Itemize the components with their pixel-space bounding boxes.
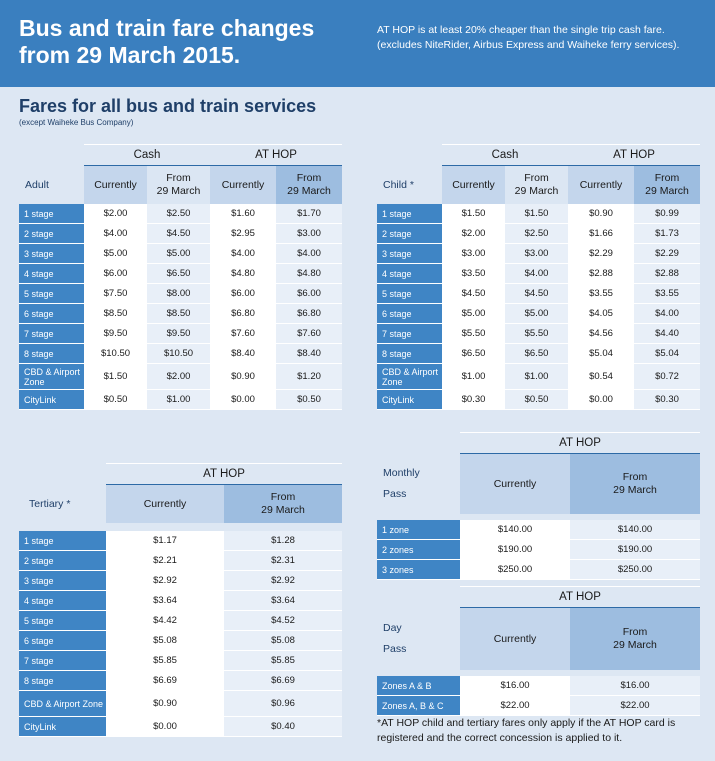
tertiary-asterisk: *	[66, 497, 71, 510]
fare-cell-hop-curr: $2.92	[106, 571, 224, 591]
from-line1: From	[166, 172, 191, 184]
fare-cell-cash-curr: $8.50	[84, 304, 147, 324]
table-row	[377, 204, 700, 224]
spacer	[19, 523, 342, 531]
fare-cell-hop-from: $22.00	[570, 696, 700, 716]
fare-cell-hop-from: $0.99	[634, 204, 700, 224]
fare-cell-hop-curr: $5.04	[568, 344, 634, 364]
athop-group-header: AT HOP	[460, 432, 700, 454]
fare-cell-hop-from: $0.40	[224, 717, 342, 737]
fare-cell-cash-from: $1.50	[505, 204, 568, 224]
table-row	[377, 324, 700, 344]
fare-cell-cash-curr: $2.00	[84, 204, 147, 224]
day-rows	[377, 676, 700, 716]
fare-cell-hop-curr: $190.00	[460, 540, 570, 560]
tertiary-title-text: Tertiary	[29, 497, 64, 510]
monthly-title-line2: Pass	[383, 488, 407, 500]
fare-cell-hop-from: $0.72	[634, 364, 700, 390]
table-row	[377, 364, 700, 390]
fare-cell-hop-curr: $3.55	[568, 284, 634, 304]
athop-from-header	[224, 485, 342, 523]
day-corner	[377, 586, 460, 608]
fare-cell-cash-from: $8.00	[147, 284, 210, 304]
monthly-corner	[377, 432, 460, 454]
row-label: 8 stage	[19, 671, 106, 691]
adult-fare-table	[19, 144, 342, 410]
row-label: 5 stage	[377, 284, 442, 304]
row-label: CityLink	[19, 390, 84, 410]
fare-cell-cash-from: $5.50	[505, 324, 568, 344]
row-label: 6 stage	[377, 304, 442, 324]
fare-cell-hop-from: $190.00	[570, 540, 700, 560]
table-row	[19, 571, 342, 591]
row-label: 5 stage	[19, 284, 84, 304]
fare-cell-hop-curr: $4.80	[210, 264, 276, 284]
fare-cell-cash-curr: $10.50	[84, 344, 147, 364]
table-row	[19, 244, 342, 264]
fare-cell-hop-from: $2.88	[634, 264, 700, 284]
from-line2: 29 March	[514, 185, 559, 197]
fare-cell-cash-from: $4.50	[147, 224, 210, 244]
day-title-line1: Day	[383, 622, 402, 634]
fare-cell-hop-from: $6.69	[224, 671, 342, 691]
from-line2: 29 March	[613, 639, 657, 651]
table-row	[377, 284, 700, 304]
monthly-rows	[377, 520, 700, 580]
child-corner	[377, 144, 442, 166]
fare-cell-hop-from: $0.30	[634, 390, 700, 410]
fare-cell-cash-curr: $5.50	[442, 324, 505, 344]
row-label: 4 stage	[19, 591, 106, 611]
fare-cell-cash-curr: $1.50	[442, 204, 505, 224]
fare-cell-hop-curr: $22.00	[460, 696, 570, 716]
row-label: 2 stage	[19, 551, 106, 571]
fare-cell-cash-curr: $5.00	[442, 304, 505, 324]
cash-from-header	[147, 166, 210, 204]
from-line1: From	[524, 172, 549, 184]
athop-currently-header: Currently	[568, 166, 634, 204]
row-label: 6 stage	[19, 304, 84, 324]
row-label: 2 zones	[377, 540, 460, 560]
fare-cell-hop-from: $4.40	[634, 324, 700, 344]
table-row	[19, 717, 342, 737]
fare-cell-cash-from: $2.00	[147, 364, 210, 390]
fare-cell-cash-curr: $0.30	[442, 390, 505, 410]
fare-cell-hop-from: $6.80	[276, 304, 342, 324]
table-row	[19, 591, 342, 611]
table-row	[377, 520, 700, 540]
athop-from-header	[570, 608, 700, 670]
fare-cell-hop-from: $5.08	[224, 631, 342, 651]
day-title	[377, 608, 460, 670]
fare-cell-cash-from: $5.00	[505, 304, 568, 324]
tertiary-corner	[19, 463, 106, 485]
table-row	[377, 264, 700, 284]
cash-group-header: Cash	[442, 144, 568, 166]
athop-currently-header: Currently	[460, 454, 570, 514]
row-label: Zones A, B & C	[377, 696, 460, 716]
table-row	[19, 671, 342, 691]
fare-cell-hop-curr: $2.88	[568, 264, 634, 284]
row-label: 1 stage	[377, 204, 442, 224]
athop-from-header	[570, 454, 700, 514]
fare-cell-hop-from: $1.70	[276, 204, 342, 224]
fare-cell-hop-from: $8.40	[276, 344, 342, 364]
fare-cell-hop-from: $3.64	[224, 591, 342, 611]
day-pass-table	[377, 586, 700, 716]
athop-group-header: AT HOP	[568, 144, 700, 166]
fare-cell-cash-curr: $7.50	[84, 284, 147, 304]
fare-cell-hop-curr: $6.69	[106, 671, 224, 691]
table-row	[19, 611, 342, 631]
fare-cell-cash-from: $6.50	[505, 344, 568, 364]
from-line2: 29 March	[287, 185, 331, 197]
fare-cell-cash-curr: $3.50	[442, 264, 505, 284]
section-subtitle: (except Waiheke Bus Company)	[19, 118, 134, 127]
athop-group-header: AT HOP	[210, 144, 342, 166]
fare-cell-hop-from: $5.85	[224, 651, 342, 671]
row-label: CityLink	[19, 717, 106, 737]
fare-cell-hop-from: $2.31	[224, 551, 342, 571]
cash-group-header: Cash	[84, 144, 210, 166]
row-label: 6 stage	[19, 631, 106, 651]
fare-cell-hop-curr: $0.00	[106, 717, 224, 737]
fare-cell-hop-curr: $0.90	[568, 204, 634, 224]
fare-cell-cash-curr: $9.50	[84, 324, 147, 344]
fare-cell-hop-curr: $1.60	[210, 204, 276, 224]
fare-cell-hop-curr: $4.56	[568, 324, 634, 344]
row-label: 1 stage	[19, 204, 84, 224]
fare-cell-hop-from: $3.00	[276, 224, 342, 244]
row-label: 4 stage	[377, 264, 442, 284]
fare-cell-hop-from: $1.28	[224, 531, 342, 551]
row-label: 3 stage	[19, 571, 106, 591]
adult-title: Adult	[25, 178, 49, 191]
row-label: Zones A & B	[377, 676, 460, 696]
page-title: Bus and train fare changes from 29 March 2015.	[19, 15, 315, 68]
fare-cell-hop-curr: $0.90	[106, 691, 224, 717]
footnote: *AT HOP child and tertiary fares only apply if the AT HOP card is registered and the correct concession is applied to it.	[377, 717, 676, 744]
fare-cell-hop-from: $2.92	[224, 571, 342, 591]
row-label: 8 stage	[377, 344, 442, 364]
table-row	[377, 390, 700, 410]
fare-cell-cash-from: $1.00	[505, 364, 568, 390]
fare-cell-hop-curr: $0.90	[210, 364, 276, 390]
from-line1: From	[622, 626, 648, 638]
tertiary-fare-table	[19, 463, 342, 737]
fare-cell-hop-from: $0.96	[224, 691, 342, 717]
table-row	[19, 204, 342, 224]
fare-cell-hop-curr: $0.00	[568, 390, 634, 410]
fare-cell-hop-curr: $4.42	[106, 611, 224, 631]
header-note: AT HOP is at least 20% cheaper than the single trip cash fare. (excludes NiteRider, Airbus Express and Waiheke ferry services).	[377, 24, 680, 51]
monthly-title-line1: Monthly	[383, 467, 420, 479]
row-label: CBD & Airport Zone	[19, 691, 106, 717]
table-row	[377, 540, 700, 560]
table-row	[377, 344, 700, 364]
child-rows	[377, 204, 700, 410]
fare-cell-cash-curr: $2.00	[442, 224, 505, 244]
fare-cell-hop-from: $4.00	[276, 244, 342, 264]
fare-cell-hop-from: $6.00	[276, 284, 342, 304]
row-label: CBD & Airport Zone	[19, 364, 84, 390]
fare-cell-hop-curr: $3.64	[106, 591, 224, 611]
table-row	[19, 344, 342, 364]
row-label: 7 stage	[19, 324, 84, 344]
athop-currently-header: Currently	[210, 166, 276, 204]
athop-group-header: AT HOP	[460, 586, 700, 608]
table-row	[377, 304, 700, 324]
fare-cell-hop-curr: $250.00	[460, 560, 570, 580]
fare-cell-hop-curr: $8.40	[210, 344, 276, 364]
table-row	[19, 551, 342, 571]
table-row	[19, 304, 342, 324]
fare-cell-hop-curr: $5.08	[106, 631, 224, 651]
fare-cell-cash-curr: $1.00	[442, 364, 505, 390]
athop-group-header: AT HOP	[106, 463, 342, 485]
fare-cell-cash-curr: $3.00	[442, 244, 505, 264]
fare-cell-cash-from: $5.00	[147, 244, 210, 264]
header-banner	[0, 0, 715, 87]
row-label: 2 stage	[377, 224, 442, 244]
row-label: 7 stage	[377, 324, 442, 344]
fare-cell-hop-curr: $2.29	[568, 244, 634, 264]
athop-from-header	[276, 166, 342, 204]
cash-currently-header: Currently	[442, 166, 505, 204]
fare-cell-hop-from: $0.50	[276, 390, 342, 410]
fare-cell-hop-curr: $140.00	[460, 520, 570, 540]
fare-cell-cash-from: $8.50	[147, 304, 210, 324]
row-label: 3 stage	[377, 244, 442, 264]
fare-cell-cash-from: $9.50	[147, 324, 210, 344]
fare-cell-hop-from: $4.52	[224, 611, 342, 631]
adult-rows	[19, 204, 342, 410]
fare-cell-hop-curr: $6.80	[210, 304, 276, 324]
monthly-pass-table	[377, 432, 700, 580]
table-row	[19, 531, 342, 551]
fare-cell-hop-curr: $4.00	[210, 244, 276, 264]
row-label: 7 stage	[19, 651, 106, 671]
tertiary-title	[19, 485, 106, 523]
fare-cell-hop-curr: $6.00	[210, 284, 276, 304]
table-row	[19, 691, 342, 717]
fare-cell-hop-from: $1.73	[634, 224, 700, 244]
row-label: 4 stage	[19, 264, 84, 284]
table-row	[19, 224, 342, 244]
child-title	[377, 166, 442, 204]
fare-cell-hop-from: $250.00	[570, 560, 700, 580]
table-row	[377, 696, 700, 716]
cash-currently-header: Currently	[84, 166, 147, 204]
cash-from-header	[505, 166, 568, 204]
fare-cell-cash-from: $2.50	[147, 204, 210, 224]
fare-cell-hop-curr: $16.00	[460, 676, 570, 696]
fare-cell-hop-curr: $0.00	[210, 390, 276, 410]
fare-cell-cash-curr: $4.00	[84, 224, 147, 244]
fare-cell-hop-curr: $1.17	[106, 531, 224, 551]
fare-cell-hop-from: $140.00	[570, 520, 700, 540]
fare-cell-hop-from: $1.20	[276, 364, 342, 390]
fare-cell-cash-from: $3.00	[505, 244, 568, 264]
row-label: 2 stage	[19, 224, 84, 244]
row-label: 5 stage	[19, 611, 106, 631]
fare-cell-cash-from: $1.00	[147, 390, 210, 410]
table-row	[19, 364, 342, 390]
fare-cell-cash-curr: $6.50	[442, 344, 505, 364]
fare-cell-hop-curr: $2.21	[106, 551, 224, 571]
from-line2: 29 March	[645, 185, 689, 197]
from-line1: From	[622, 471, 648, 483]
fare-cell-cash-curr: $4.50	[442, 284, 505, 304]
from-line2: 29 March	[261, 504, 305, 516]
from-line2: 29 March	[156, 185, 201, 197]
table-row	[19, 390, 342, 410]
section-title: Fares for all bus and train services	[19, 96, 317, 116]
athop-currently-header: Currently	[106, 485, 224, 523]
table-row	[19, 264, 342, 284]
table-row	[19, 631, 342, 651]
from-line1: From	[654, 172, 680, 184]
row-label: 1 stage	[19, 531, 106, 551]
fare-cell-cash-from: $10.50	[147, 344, 210, 364]
fare-cell-cash-curr: $1.50	[84, 364, 147, 390]
table-row	[19, 284, 342, 304]
fare-cell-hop-from: $7.60	[276, 324, 342, 344]
adult-corner	[19, 144, 84, 166]
fare-cell-hop-curr: $2.95	[210, 224, 276, 244]
fare-cell-cash-from: $4.50	[505, 284, 568, 304]
row-label: 3 stage	[19, 244, 84, 264]
tertiary-rows	[19, 531, 342, 737]
row-label: CBD & Airport Zone	[377, 364, 442, 390]
child-title-text: Child	[383, 178, 407, 191]
fare-cell-hop-from: $4.80	[276, 264, 342, 284]
fare-cell-cash-from: $4.00	[505, 264, 568, 284]
row-label: CityLink	[377, 390, 442, 410]
fare-cell-hop-curr: $7.60	[210, 324, 276, 344]
athop-from-header	[634, 166, 700, 204]
fare-cell-hop-from: $4.00	[634, 304, 700, 324]
from-line2: 29 March	[613, 484, 657, 496]
table-row	[377, 224, 700, 244]
fare-cell-hop-curr: $4.05	[568, 304, 634, 324]
fare-cell-cash-curr: $5.00	[84, 244, 147, 264]
child-fare-table	[377, 144, 700, 410]
fare-cell-hop-from: $3.55	[634, 284, 700, 304]
table-row	[19, 651, 342, 671]
athop-currently-header: Currently	[460, 608, 570, 670]
fare-cell-cash-curr: $0.50	[84, 390, 147, 410]
child-asterisk: *	[409, 178, 414, 191]
fare-cell-hop-curr: $1.66	[568, 224, 634, 244]
row-label: 1 zone	[377, 520, 460, 540]
fare-cell-cash-curr: $6.00	[84, 264, 147, 284]
fare-cell-hop-curr: $0.54	[568, 364, 634, 390]
fare-cell-hop-from: $2.29	[634, 244, 700, 264]
table-row	[19, 324, 342, 344]
from-line1: From	[296, 172, 322, 184]
row-label: 3 zones	[377, 560, 460, 580]
table-row	[377, 560, 700, 580]
fare-cell-cash-from: $6.50	[147, 264, 210, 284]
fare-cell-cash-from: $0.50	[505, 390, 568, 410]
table-row	[377, 676, 700, 696]
fare-cell-hop-from: $5.04	[634, 344, 700, 364]
row-label: 8 stage	[19, 344, 84, 364]
from-line1: From	[270, 491, 296, 503]
fare-cell-hop-curr: $5.85	[106, 651, 224, 671]
table-row	[377, 244, 700, 264]
fare-cell-cash-from: $2.50	[505, 224, 568, 244]
monthly-title	[377, 454, 460, 514]
day-title-line2: Pass	[383, 643, 407, 655]
fare-cell-hop-from: $16.00	[570, 676, 700, 696]
